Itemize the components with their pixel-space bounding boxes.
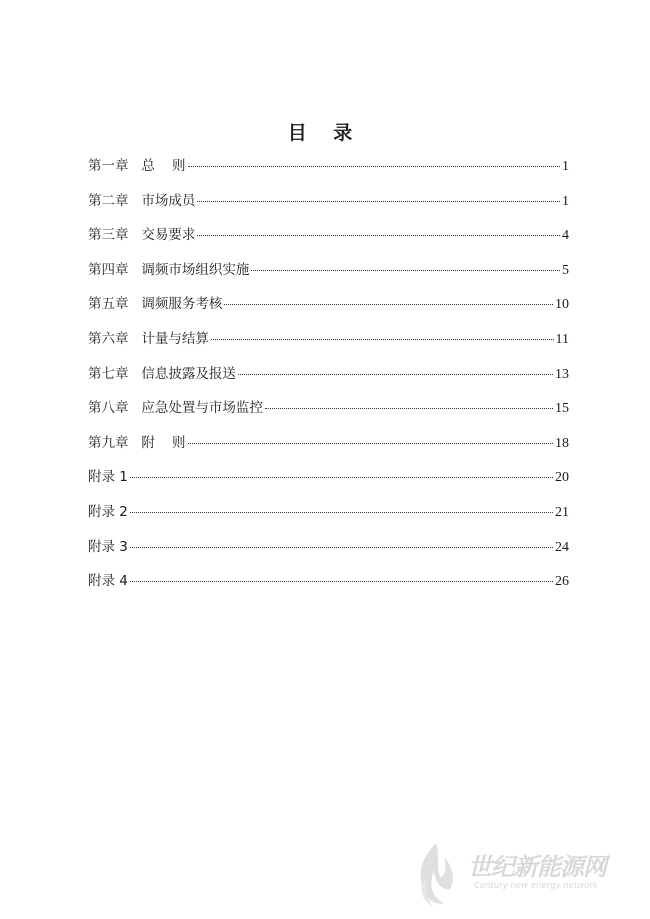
toc-entry-label: 第二章 市场成员 [88,192,196,209]
toc-entry-page: 18 [555,435,569,451]
toc-leader-dots [238,373,553,375]
toc-entry-label: 附录 2 [88,503,128,520]
toc-entry-label: 附录 3 [88,538,128,555]
toc-leader-dots [251,269,560,271]
toc-leader-dots [130,476,553,478]
watermark-brand: 世纪新能源网 [468,853,606,881]
toc-entry-label: 附录 1 [88,469,128,486]
toc-entry-chapter-3[interactable] [88,225,569,260]
toc-entry-label: 第五章 调频服务考核 [88,296,223,313]
toc-leader-dots [197,234,560,236]
toc-entry-page: 5 [562,262,569,278]
toc-entry-appendix-3[interactable] [88,537,569,572]
toc-entry-chapter-2[interactable] [88,191,569,226]
toc-entry-chapter-4[interactable] [88,260,569,295]
table-of-contents [88,156,569,606]
toc-entry-label: 第七章 信息披露及报送 [88,365,236,382]
watermark-tagline: Century new energy network [474,881,598,891]
toc-entry-appendix-4[interactable] [88,571,569,606]
toc-entry-chapter-1[interactable] [88,156,569,191]
toc-leader-dots [265,407,553,409]
toc-entry-page: 11 [555,331,569,347]
toc-entry-chapter-5[interactable] [88,294,569,329]
toc-entry-page: 4 [562,228,569,244]
toc-entry-chapter-7[interactable] [88,364,569,399]
toc-entry-page: 10 [555,297,569,313]
toc-entry-page: 13 [555,366,569,382]
toc-leader-dots [130,511,553,513]
toc-entry-label: 第四章 调频市场组织实施 [88,261,250,278]
toc-entry-appendix-1[interactable] [88,467,569,502]
toc-leader-dots [211,338,554,340]
toc-entry-label: 第八章 应急处置与市场监控 [88,400,263,417]
toc-entry-page: 1 [562,159,569,174]
toc-leader-dots [130,546,553,548]
toc-entry-page: 20 [555,470,569,486]
toc-entry-page: 21 [555,504,569,520]
toc-entry-chapter-6[interactable] [88,329,569,364]
toc-entry-chapter-9[interactable] [88,433,569,468]
toc-entry-label: 第一章 总 则 [88,158,186,174]
flame-logo-icon [406,839,466,909]
toc-entry-page: 15 [555,401,569,417]
toc-entry-appendix-2[interactable] [88,502,569,537]
toc-entry-page: 1 [562,193,569,209]
toc-entry-page: 26 [555,574,569,590]
toc-entry-label: 第六章 计量与结算 [88,330,209,347]
toc-leader-dots [188,165,560,167]
toc-entry-page: 24 [555,539,569,555]
toc-entry-label: 第三章 交易要求 [88,227,196,244]
toc-leader-dots [197,200,560,202]
toc-leader-dots [188,442,553,444]
toc-leader-dots [224,303,553,305]
watermark [406,839,636,909]
toc-entry-label: 第九章 附 则 [88,434,186,451]
toc-leader-dots [130,580,553,582]
toc-entry-label: 附录 4 [88,573,128,590]
page-title: 目 录 [287,122,363,144]
toc-entry-chapter-8[interactable] [88,398,569,433]
